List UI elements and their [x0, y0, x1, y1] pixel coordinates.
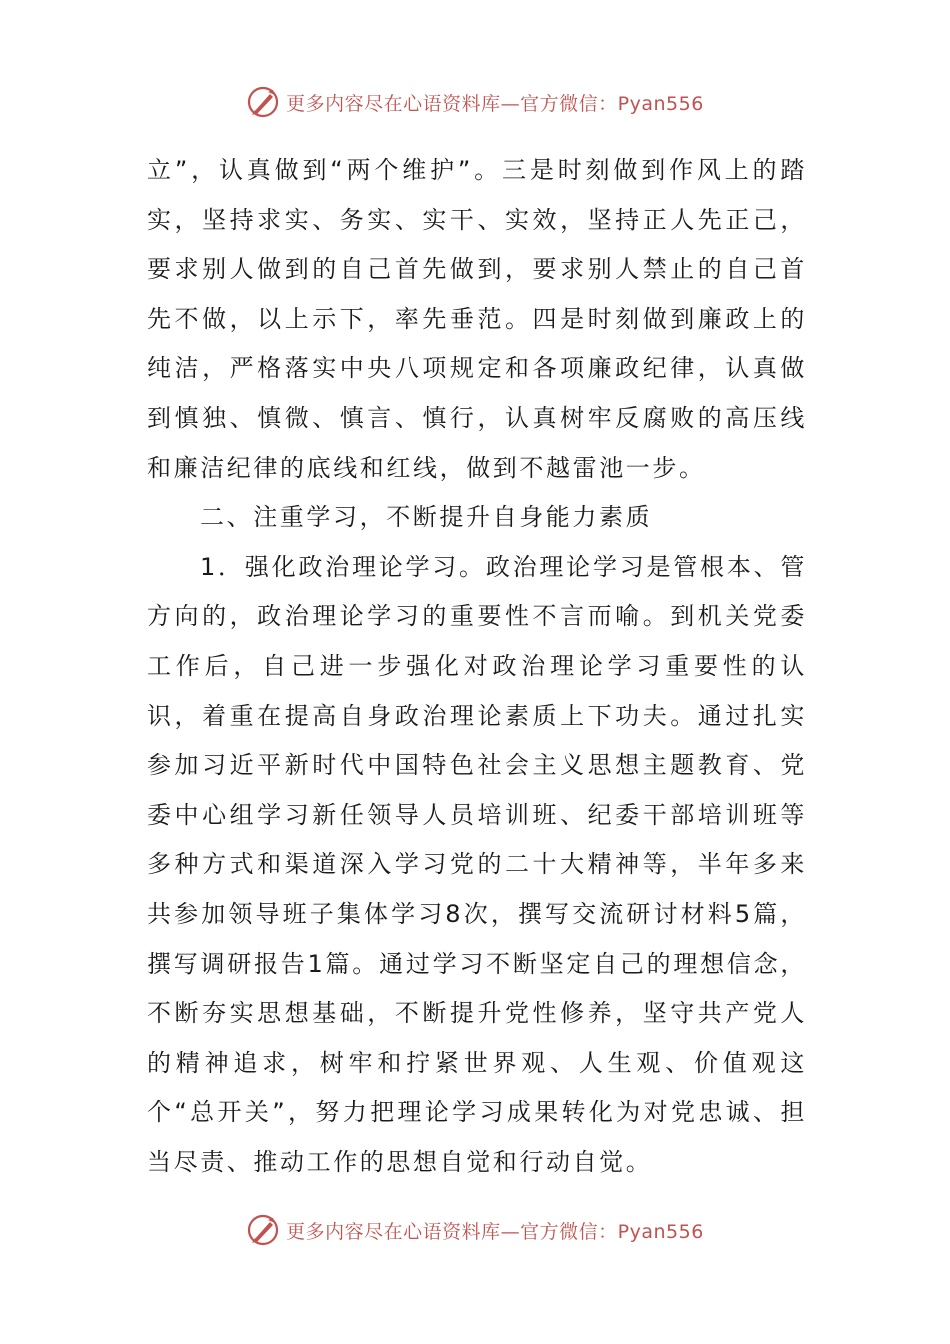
banner-text: 更多内容尽在心语资料库—官方微信：Pyan556	[286, 92, 704, 115]
paragraph-political-study: 1．强化政治理论学习。政治理论学习是管根本、管方向的，政治理论学习的重要性不言而喻。到机关党委工作后，自己进一步强化对政治理论学习重要性的认识，着重在提高自身政治理论素质上下功夫。通过扎实参加习近平新时代中国特色社会主义思想主题教育、党委中心组学习新任领导人员培训班、纪委干部培训班等多种方式和渠道深入学习党的二十大精神等，半年多来共参加领导班子集体学习8次，撰写交流研讨材料5篇，撰写调研报告1篇。通过学习不断坚定自己的理想信念，不断夯实思想基础，不断提升党性修养，坚守共产党人的精神追求，树牢和拧紧世界观、人生观、价值观这个“总开关”，努力把理论学习成果转化为对党忠诚、担当尽责、推动工作的思想自觉和行动自觉。	[147, 552, 807, 1176]
section-heading: 二、注重学习，不断提升自身能力素质	[200, 503, 653, 532]
header-banner	[0, 82, 950, 122]
footer-banner	[0, 1210, 950, 1250]
banner-text: 更多内容尽在心语资料库—官方微信：Pyan556	[286, 1220, 704, 1243]
pen-logo-icon	[246, 1213, 280, 1247]
wechat-id: Pyan556	[617, 92, 704, 115]
wechat-id: Pyan556	[617, 1220, 704, 1243]
paragraph-continued: 立”，认真做到“两个维护”。三是时刻做到作风上的踏实，坚持求实、务实、实干、实效，坚持正人先正己，要求别人做到的自己首先做到，要求别人禁止的自己首先不做，以上示下，率先垂范。四是时刻做到廉政上的纯洁，严格落实中央八项规定和各项廉政纪律，认真做到慎独、慎微、慎言、慎行，认真树牢反腐败的高压线和廉洁纪律的底线和红线，做到不越雷池一步。	[147, 156, 807, 482]
document-body	[147, 146, 807, 1187]
pen-logo-icon	[246, 85, 280, 119]
